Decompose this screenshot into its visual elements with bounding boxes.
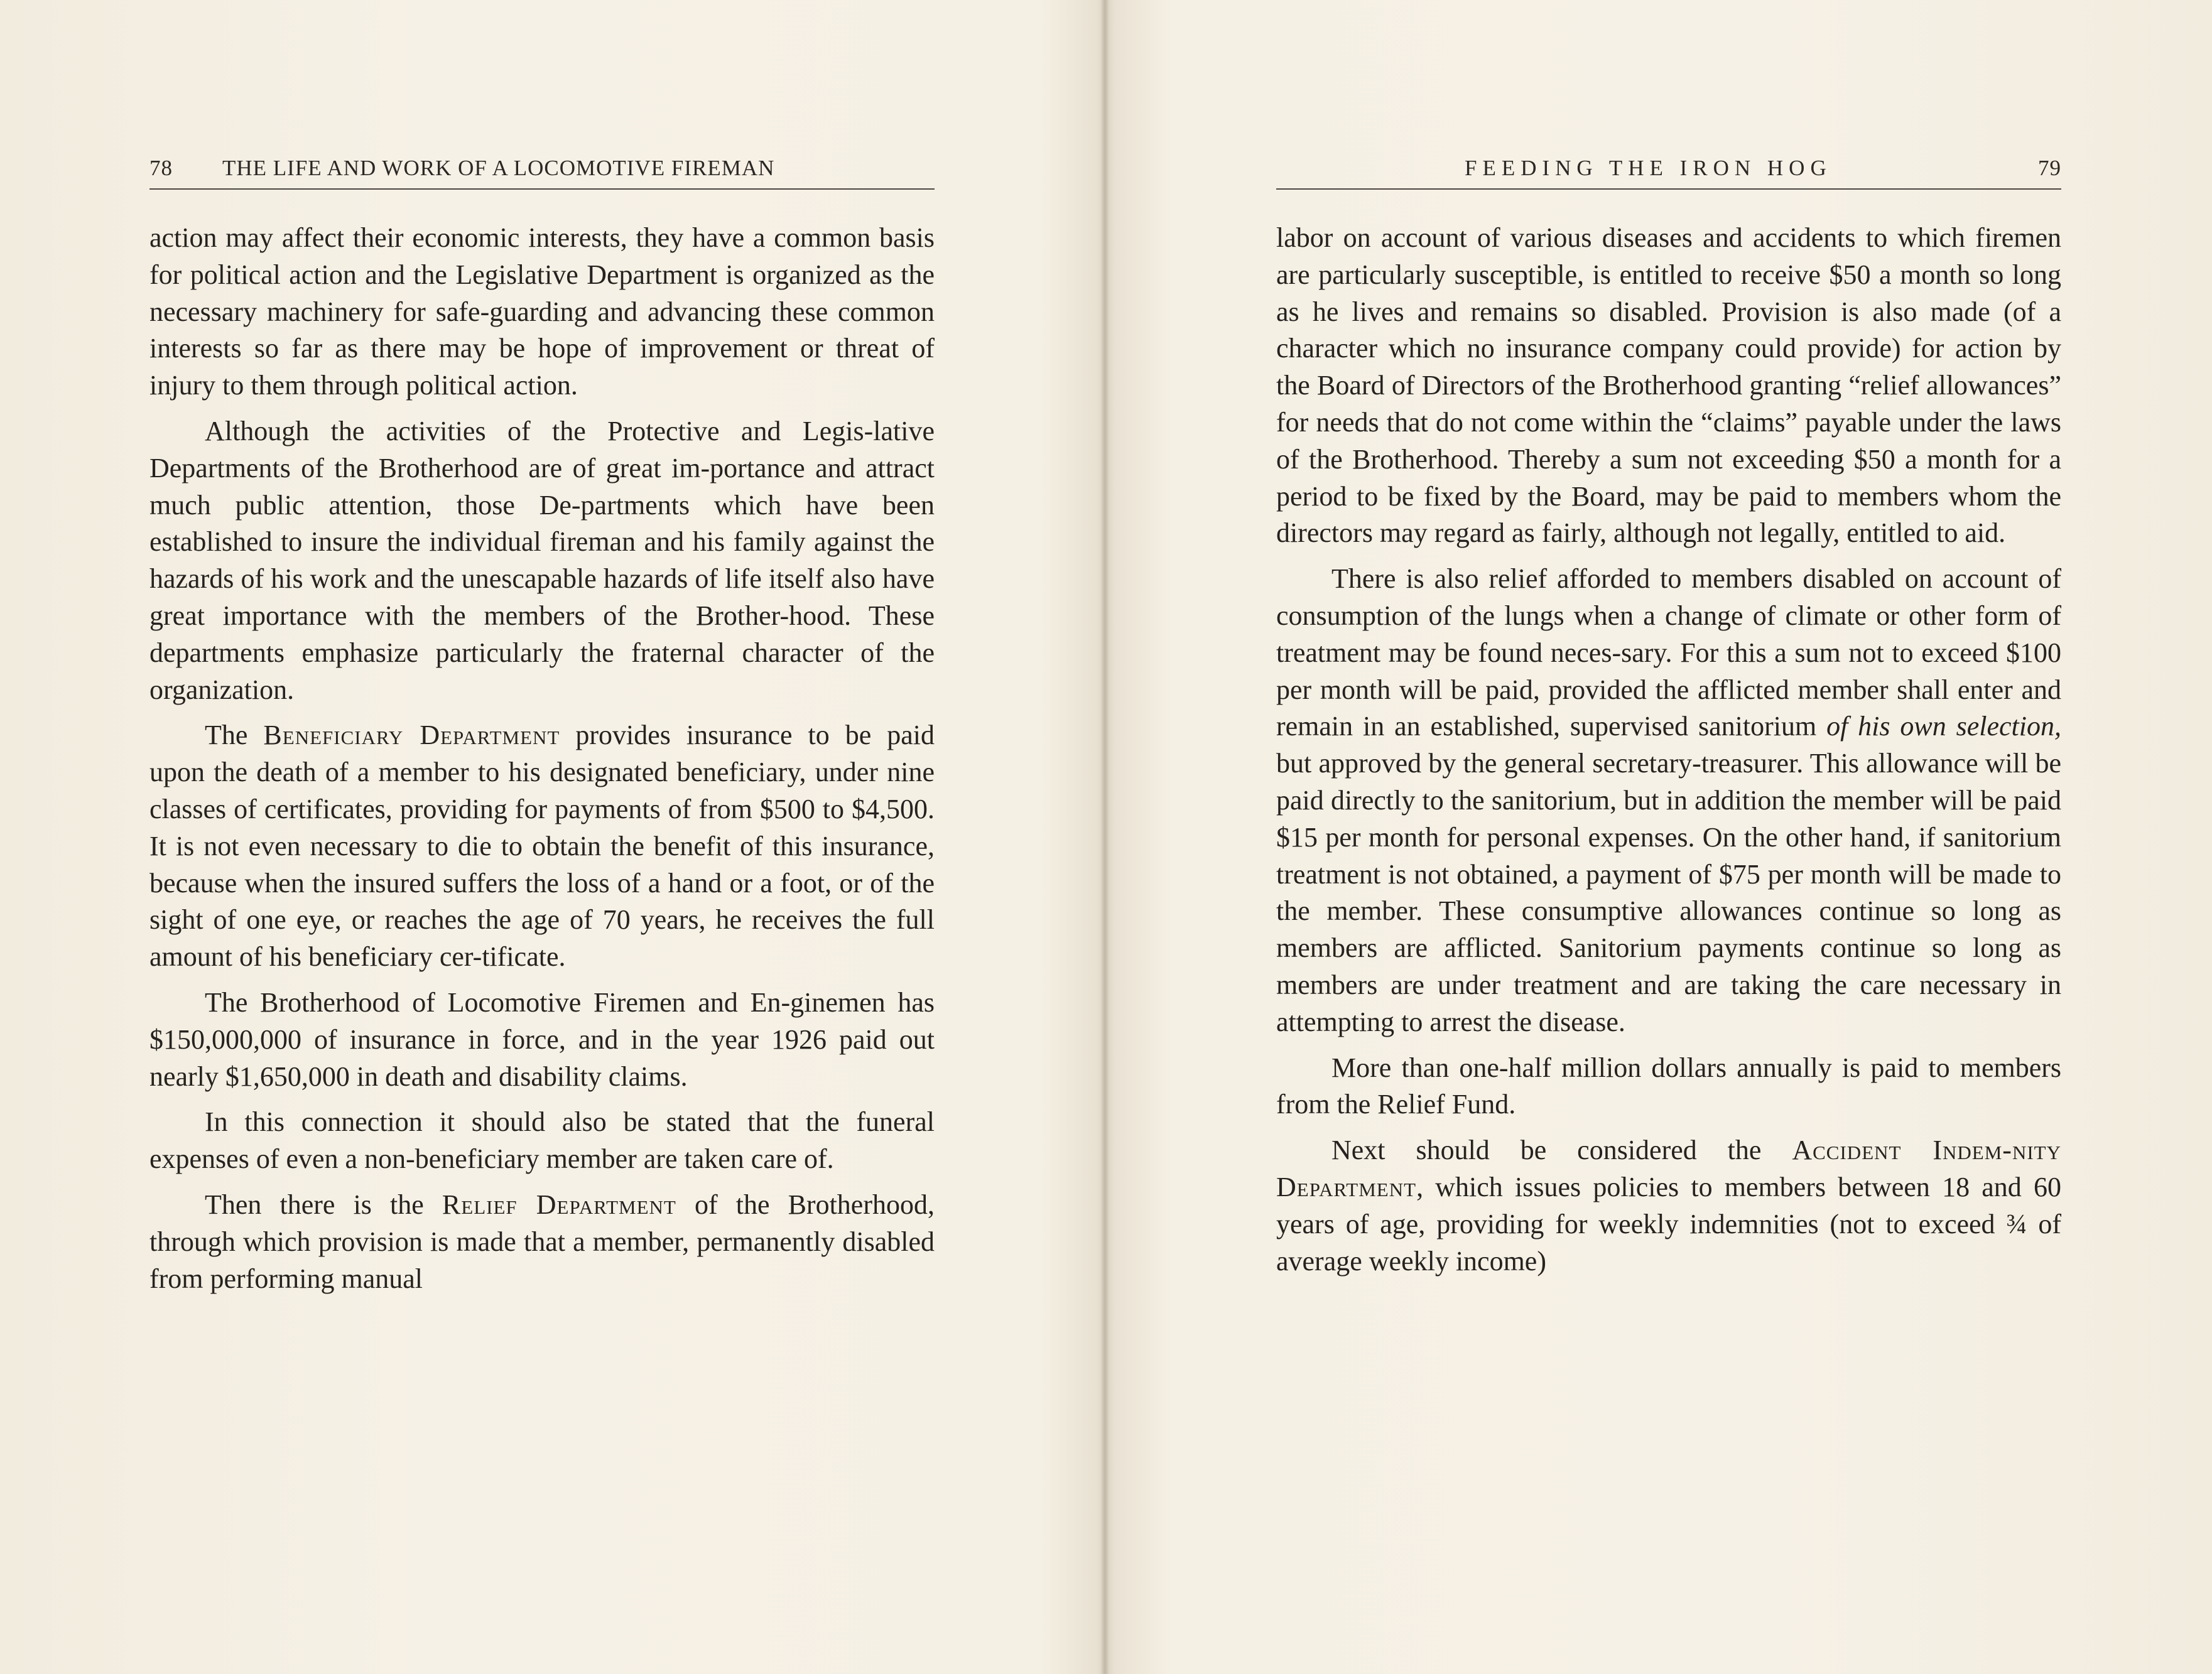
right-page-body <box>1276 220 2061 1288</box>
right-header-rule <box>1276 188 2061 190</box>
left-p6-text-end: of the Brotherhood, through which provision is made that a member, permanently disabled from performing manual <box>149 1189 935 1294</box>
left-page-header <box>149 156 935 190</box>
left-paragraph-6 <box>149 1187 935 1297</box>
left-paragraph-4: The Brotherhood of Locomotive Firemen and En-ginemen has $150,000,000 of insurance in force, and in the year 1926 paid out nearly $1,650,000 in death and disability claims. <box>149 986 935 1092</box>
relief-department-term: Relief Department <box>442 1189 676 1220</box>
left-paragraph-1: action may affect their economic interests, they have a common basis for political action and the Legislative Department is organized as the necessary machinery for safe-guarding and advancing these common interests so far as there may be hope of improvement or threat of injury to them through political action. <box>149 222 935 401</box>
right-p2-text-end: but approved by the general secretary-treasurer. This allowance will be paid directly to the sanitorium, but in addition the member will be paid $15 per month for personal expenses. On the other hand, if sanitorium treatment is not obtained, a payment of $75 per month will be made to the member. These consumptive allowances continue so long as members are afflicted. Sanitorium payments continue so long as members are under treatment and are taking the care necessary in attempting to arrest the disease. <box>1276 748 2061 1037</box>
right-p2-text-start: There is also relief afforded to members disabled on account of consumption of the lungs when a change of climate or other form of treatment may be found neces-sary. For this a sum not to exceed $100 per month will be paid, provided the afflicted member shall enter and remain in an established, supervised sanitorium <box>1276 563 2061 742</box>
left-page-body <box>149 220 935 1306</box>
right-paragraph-4 <box>1276 1132 2061 1280</box>
left-paragraph-5: In this connection it should also be stated that the funeral expenses of even a non-beneficiary member are taken care of. <box>149 1106 935 1175</box>
own-selection-italic: of his own selection, <box>1826 711 2061 742</box>
accident-indemnity-department-term: Accident Indem-nity Department <box>1276 1135 2061 1202</box>
right-running-head: FEEDING THE IRON HOG <box>1465 156 1832 180</box>
left-paragraph-2: Although the activities of the Protective and Legis-lative Departments of the Brotherhood are of great im-portance and attract much public attention, those De-partments which have been established to insure the individual fireman and his family against the hazards of his work and the unescapable hazards of life itself also have great importance with the members of the Brother-hood. These departments emphasize particularly the fraternal character of the organization. <box>149 415 935 705</box>
left-page-number: 78 <box>149 156 173 180</box>
right-page <box>1106 0 2212 1674</box>
left-paragraph-3 <box>149 717 935 976</box>
left-header-rule <box>149 188 935 190</box>
right-p4-text-start: Next should be considered the <box>1331 1135 1792 1166</box>
right-page-number: 79 <box>2038 156 2061 180</box>
left-p3-text-end: provides insurance to be paid upon the death of a member to his designated beneficiary, under nine classes of certificates, providing for payments of from $500 to $4,500. It is not even necessary to die to obtain the benefit of this insurance, because when the insured suffers the loss of a hand or a foot, or of the sight of one eye, or reaches the age of 70 years, he receives the full amount of his beneficiary cer-tificate. <box>149 720 935 973</box>
right-page-header <box>1276 156 2061 190</box>
right-p4-text-end: , which issues policies to members between 18 and 60 years of age, providing for weekly indemnities (not to exceed ¾ of average weekly income) <box>1276 1171 2061 1277</box>
left-running-head: THE LIFE AND WORK OF A LOCOMOTIVE FIREMAN <box>222 156 775 180</box>
right-paragraph-2 <box>1276 561 2061 1040</box>
left-p3-text-start: The <box>205 720 264 751</box>
left-p6-text-start: Then there is the <box>205 1189 442 1220</box>
beneficiary-department-term: Beneficiary Department <box>263 720 560 751</box>
right-paragraph-3: More than one-half million dollars annually is paid to members from the Relief Fund. <box>1276 1052 2061 1120</box>
right-paragraph-1: labor on account of various diseases and accidents to which firemen are particularly susceptible, is entitled to receive $50 a month so long as he lives and remains so disabled. Provision is also made (of a character which no insurance company could provide) for action by the Board of Directors of the Brotherhood granting “relief allowances” for needs that do not come within the “claims” payable under the laws of the Brotherhood. Thereby a sum not exceeding $50 a month for a period to be fixed by the Board, may be paid to members whom the directors may regard as fairly, although not legally, entitled to aid. <box>1276 222 2061 549</box>
